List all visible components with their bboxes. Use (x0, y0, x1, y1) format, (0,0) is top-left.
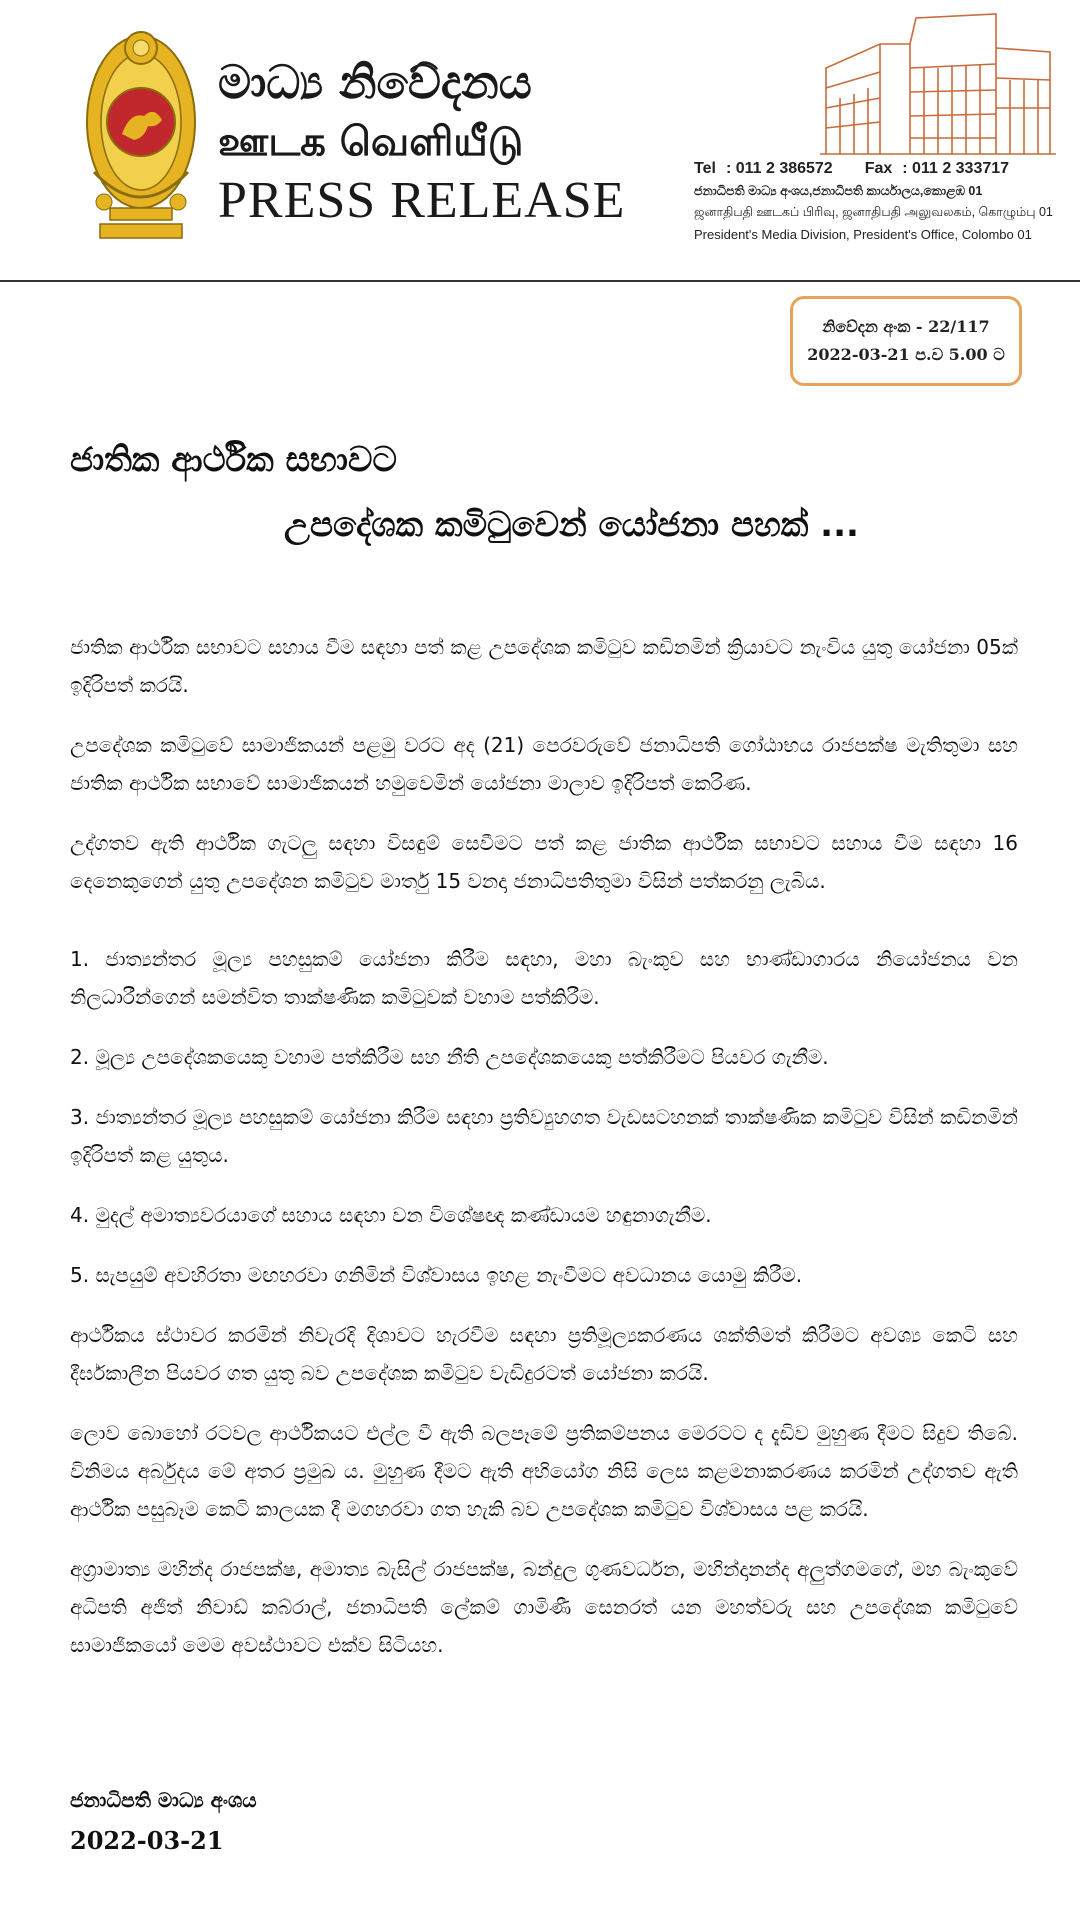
address-sinhala: ජනාධිපති මාධ්‍ය අංශය,ජනාධිපති කාර්යාලය,කොළඹ 01 (694, 184, 983, 198)
release-titles (218, 56, 625, 231)
phone-fax-row (694, 160, 1064, 178)
footer-date: 2022-03-21 (70, 1826, 224, 1855)
proposal-item: 2. මූල්‍ය උපදේශකයෙකු වහාම පත්කිරීම සහ නීති උපදේශකයෙකු පත්කිරීමට පියවර ගැනීම. (70, 1045, 829, 1069)
release-reference-box (790, 296, 1022, 386)
contact-details (694, 160, 1064, 242)
closing-paragraph: ලොව බොහෝ රටවල ආර්ථිකයට එල්ල වී ඇති බලපෑමේ ප්‍රතිකම්පනය මෙරටට ද දැඩිව මුහුණ දීමට සිදුව තිබේ. විනිමය අර්බුදය මේ අතර ප්‍රමුඛ ය. මුහුණ දීමට ඇති අභියෝග නිසි ලෙස කළමනාකරණය කරමින් උද්ගතව ඇති ආර්ථික පසුබෑම කෙටි කාලයක දී මගහරවා ගත හැකි බව උපදේශක කමිටුව විශ්වාසය පළ කරයි. (70, 1421, 1018, 1521)
tel-label: Tel (694, 160, 716, 177)
press-release-header (0, 0, 1080, 282)
proposal-item: 1. ජාත්‍යන්තර මූල්‍ය පහසුකම් යෝජනා කිරීම සඳහා, මහා බැංකුව සහ භාණ්ඩාගාරය නියෝජනය වන නිලධාරීන්ගෙන් සමන්විත තාක්ෂණික කමිටුවක් වහාම පත්කිරීම. (70, 947, 1018, 1009)
sri-lanka-emblem-icon (82, 12, 200, 252)
presidential-secretariat-building-icon (820, 8, 1056, 156)
proposal-item: 4. මුදල් අමාත්‍යවරයාගේ සහාය සඳහා වන විශේෂඥ කණ්ඩායම හඳුනාගැනීම. (70, 1203, 712, 1227)
body-paragraph: ජාතික ආර්ථික සභාවට සහාය වීම සඳහා පත් කළ උපදේශක කමිටුව කඩිනමින් ක්‍රියාවට නැංවිය යුතු යෝජනා 05ක් ඉදිරිපත් කරයි. (70, 635, 1019, 697)
release-footer (70, 1788, 257, 1855)
title-english: PRESS RELEASE (218, 171, 626, 229)
proposal-item: 3. ජාත්‍යන්තර මූල්‍ය පහසුකම් යෝජනා කිරීම සඳහා ප්‍රතිව්‍යුහගත වැඩසටහනක් තාක්ෂණික කමිටුව විසින් කඩිනමින් ඉදිරිපත් කළ යුතුය. (70, 1105, 1018, 1167)
body-paragraph: උපදේශක කමිටුවේ සාමාජිකයන් පළමු වරට අද (21) පෙරවරුවේ ජනාධිපති ගෝඨාභය රාජපක්ෂ මැතිතුමා සහ ජාතික ආර්ථික සභාවේ සාමාජිකයන් හමුවෙමින් යෝජනා මාලාව ඉදිරිපත් කෙරිණ. (70, 733, 1018, 795)
release-number: නිවේදන අංක - 22/117 (822, 317, 990, 336)
body-paragraph: උද්ගතව ඇති ආර්ථික ගැටලු සඳහා විසඳුම් සෙවීමට පත් කළ ජාතික ආර්ථික සභාවට සහාය වීම සඳහා 16 දෙනෙකුගෙන් යුතු උපදේශන කමිටුව මාර්තු 15 වනදා ජනාධිපතිතුමා විසින් පත්කරනු ලැබිය. (70, 831, 1018, 893)
closing-paragraph: අග්‍රාමාත්‍ය මහින්ද රාජපක්ෂ, අමාත්‍ය බැසිල් රාජපක්ෂ, බන්දුල ගුණවර්ධන, මහින්දානන්ද අලුත්ගමගේ, මහ බැංකුවේ අධිපති අජිත් නිවාඩ් කබ්රාල්, ජනාධිපති ලේකම් ගාමිණී සෙනරත් යන මහත්වරු සහ උපදේශක කමිටුවේ සාමාජිකයෝ මෙම අවස්ථාවට එක්ව සිටියහ. (70, 1557, 1018, 1657)
title-sinhala: මාධ්‍ය නිවේදනය (218, 55, 532, 109)
fax-number: : 011 2 333717 (902, 160, 1010, 177)
closing-paragraph: ආර්ථිකය ස්ථාවර කරමින් නිවැරදි දිශාවට හැරවීම සඳහා ප්‍රතිමූල්‍යකරණය ශක්තිමත් කිරීමට අවශ්‍ය කෙටි සහ දීර්ඝකාලීන පියවර ගත යුතු බව උපදේශක කමිටුව වැඩිදුරටත් යෝජනා කරයි. (70, 1323, 1018, 1385)
fax-label: Fax (864, 160, 893, 177)
headline-line-1: ජාතික ආර්ථික සභාවට (70, 440, 397, 480)
address-english: President's Media Division, President's Office, Colombo 01 (694, 227, 1032, 242)
proposal-item: 5. සැපයුම් අවහිරතා මඟහරවා ගනිමින් විශ්වාසය ඉහළ නැංවීමට අවධානය යොමු කිරීම. (70, 1263, 803, 1287)
tel-number: : 011 2 386572 (725, 160, 833, 177)
title-tamil: ஊடக வெளியீடு (218, 118, 524, 165)
address-tamil: ஜனாதிபதி ஊடகப் பிரிவு, ஜனாதிபதி அலுவலகம், கொழும்பு 01 (694, 205, 1053, 219)
release-body (70, 628, 1018, 1686)
headline-line-2: උපදේශක කමිටුවෙන් යෝජනා පහක් ... (284, 505, 859, 545)
release-datetime: 2022-03-21 ප.ව 5.00 ට (807, 345, 1005, 364)
header-divider (0, 280, 1080, 282)
issuing-office: ජනාධිපති මාධ්‍ය අංශය (70, 1788, 257, 1812)
